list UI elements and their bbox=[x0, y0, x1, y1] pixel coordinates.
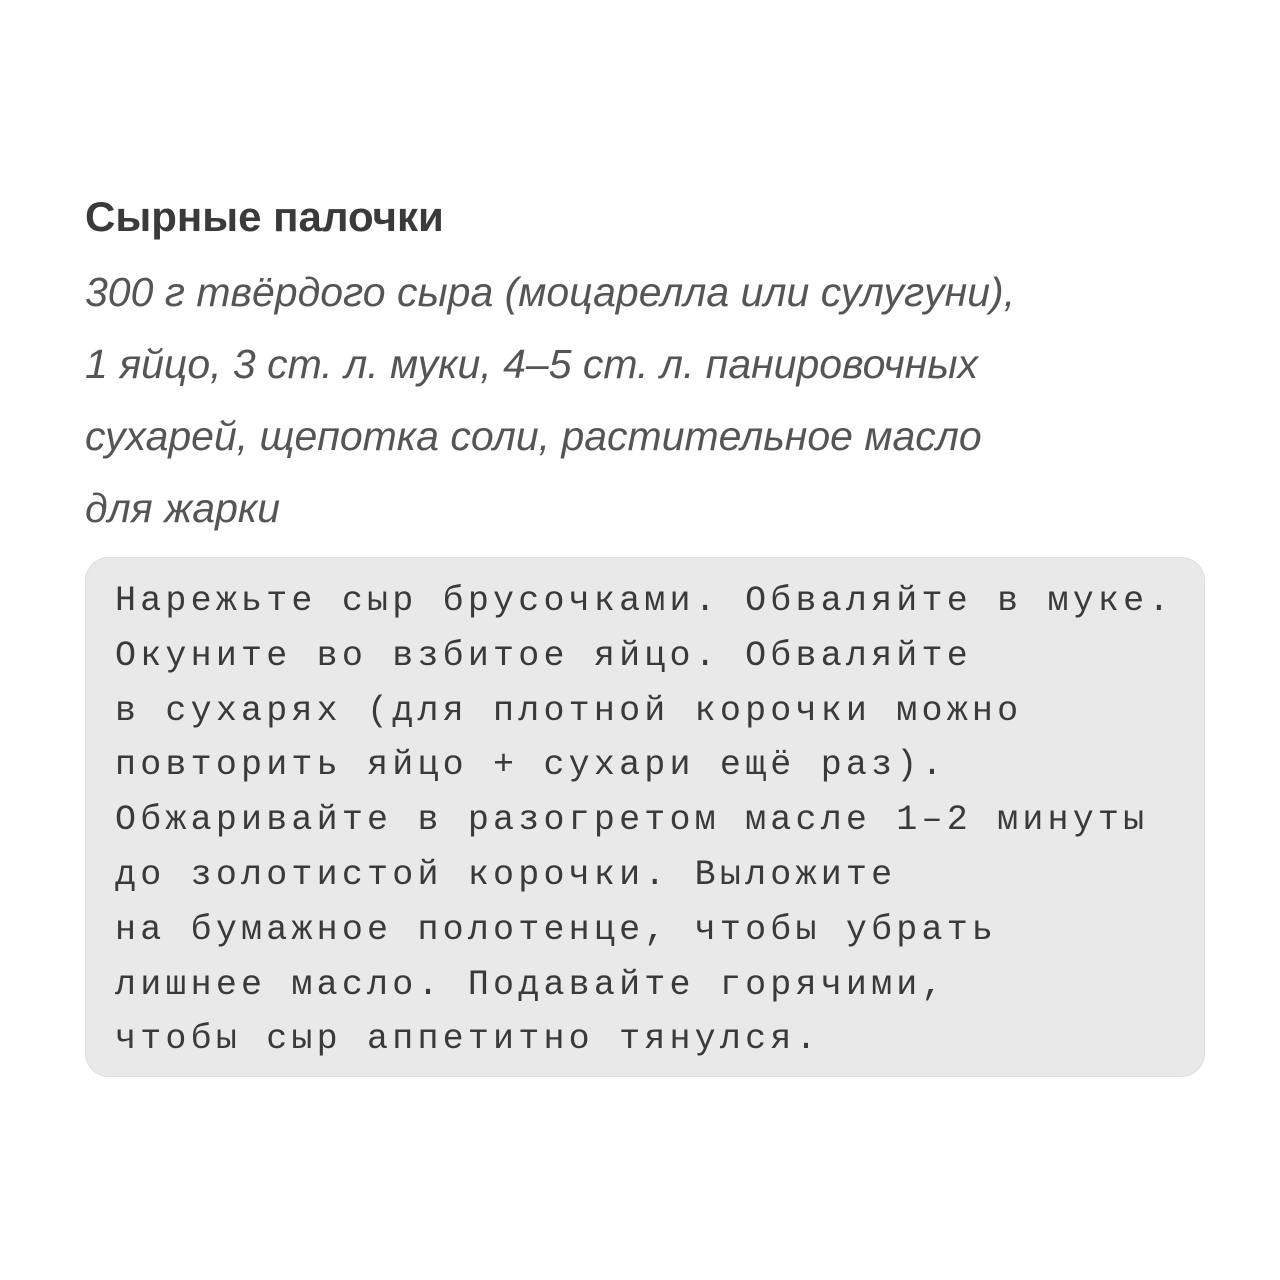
recipe-title: Сырные палочки bbox=[85, 193, 444, 240]
ingredients-line: для жарки bbox=[85, 485, 281, 531]
instructions-line: Нарежьте сыр брусочками. Обваляйте в муке. bbox=[115, 581, 1174, 621]
instructions-line: на бумажное полотенце, чтобы убрать bbox=[115, 909, 998, 950]
instructions-line: лишнее масло. Подавайте горячими, bbox=[115, 964, 947, 1005]
ingredients-line: 300 г твёрдого сыра (моцарелла или сулугуни), bbox=[85, 269, 1016, 315]
instructions-line: до золотистой корочки. Выложите bbox=[115, 854, 897, 895]
ingredients-text bbox=[85, 256, 1015, 544]
instructions-text bbox=[115, 574, 1174, 1067]
ingredients-line: 1 яйцо, 3 ст. л. муки, 4–5 ст. л. панировочных bbox=[85, 341, 979, 387]
ingredients-line: сухарей, щепотка соли, растительное масло bbox=[85, 413, 982, 459]
instructions-code-block bbox=[85, 557, 1205, 1077]
instructions-line: в сухарях (для плотной корочки можно bbox=[115, 690, 1023, 731]
instructions-line: повторить яйцо + сухари ещё раз). bbox=[115, 745, 947, 786]
instructions-line: Окуните во взбитое яйцо. Обваляйте bbox=[115, 635, 972, 676]
instructions-line: Обжаривайте в разогретом масле 1–2 минуты bbox=[115, 800, 1149, 841]
instructions-line: чтобы сыр аппетитно тянулся. bbox=[115, 1019, 821, 1060]
